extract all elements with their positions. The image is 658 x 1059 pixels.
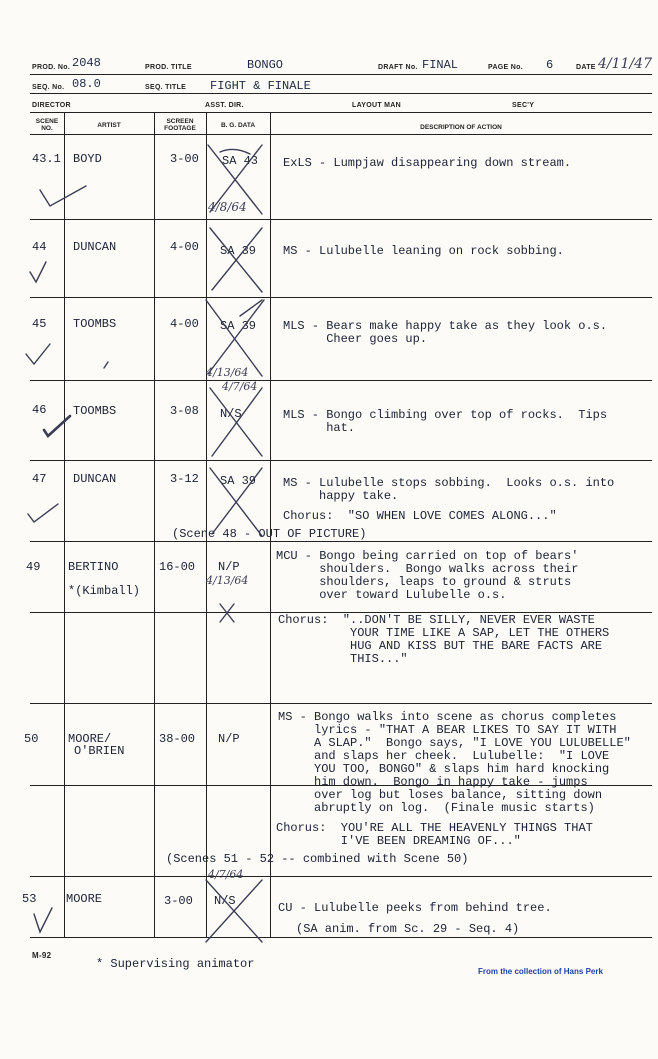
action-description: MLS - Bears make happy take as they look o.s. Cheer goes up.: [283, 319, 608, 346]
x-mark-icon: [208, 145, 262, 214]
bg-handwritten-date: 4/7/64: [222, 380, 258, 393]
bg-handwritten-date: 4/7/64: [208, 868, 244, 881]
artist-supervisor: *(Kimball): [68, 584, 141, 598]
artist-name: DUNCAN: [73, 472, 117, 486]
check-mark-icon: [28, 504, 58, 522]
scene-no: 50: [24, 732, 39, 746]
bg-data: N/S: [220, 407, 242, 421]
ink-stroke: [220, 149, 250, 154]
artist-name: MOORE/: [68, 732, 112, 746]
bg-handwritten-date: 4/8/64: [208, 200, 247, 214]
chorus-lyrics: Chorus: YOU'RE ALL THE HEAVENLY THINGS THAT I'VE BEEN DREAMING OF...": [276, 821, 593, 848]
scene-no: 53: [22, 892, 37, 906]
col-footage-line1: SCREEN: [166, 118, 194, 125]
chorus-lyrics: Chorus: "..DON'T BE SILLY, NEVER EVER WASTE YOUR TIME LIKE A SAP, LET THE OTHERS HUG AND KISS BUT THE BARE FACTS ARE THIS...": [278, 613, 610, 666]
x-mark-icon: [210, 388, 262, 456]
action-description: MCU - Bongo being carried on top of bears' shoulders. Bongo walks across their shoulders, leaps to ground & struts over toward Lulubelle o.s.: [276, 549, 579, 602]
scene-no: 49: [26, 560, 41, 574]
bg-data: N/P: [218, 732, 240, 746]
x-mark-icon: [206, 880, 262, 942]
action-description: CU - Lulubelle peeks from behind tree.: [278, 901, 552, 915]
form-number: M-92: [32, 951, 52, 960]
scene-no: 44: [32, 240, 47, 254]
scene-48-note: (Scene 48 - OUT OF PICTURE): [172, 527, 367, 541]
check-mark-icon: [34, 908, 52, 932]
seq-no-value: 08.0: [72, 77, 101, 91]
screen-footage: 4-00: [170, 317, 199, 331]
screen-footage: 16-00: [159, 560, 196, 574]
scenes-51-52-note: (Scenes 51 - 52 -- combined with Scene 50): [166, 852, 469, 866]
prod-title-label: PROD. TITLE: [145, 64, 192, 71]
bg-data: N/P: [218, 560, 240, 574]
artist-second: O'BRIEN: [74, 744, 125, 758]
seq-title-value: FIGHT & FINALE: [210, 79, 311, 93]
artist-name: MOORE: [66, 892, 103, 906]
chorus-lyrics: Chorus: "SO WHEN LOVE COMES ALONG...": [283, 509, 557, 523]
scene-no: 46: [32, 403, 47, 417]
artist-name: DUNCAN: [73, 240, 117, 254]
x-mark-icon: [210, 228, 262, 292]
bg-data: N/S: [214, 894, 236, 908]
check-mark-icon: [40, 186, 86, 206]
draft-no-label: DRAFT No.: [378, 64, 418, 71]
seq-title-label: SEQ. TITLE: [145, 84, 187, 91]
asst-dir-label: ASST. DIR.: [205, 102, 244, 109]
screen-footage: 3-00: [164, 894, 193, 908]
anim-reference-note: (SA anim. from Sc. 29 - Seq. 4): [296, 922, 520, 936]
date-label: DATE: [576, 64, 596, 71]
draft-no-value: FINAL: [422, 58, 459, 72]
layout-man-label: LAYOUT MAN: [352, 102, 402, 109]
action-description: MLS - Bongo climbing over top of rocks. Tips hat.: [283, 408, 608, 435]
check-mark-icon: [44, 416, 70, 436]
screen-footage: 38-00: [159, 732, 196, 746]
col-scene-line2: NO.: [41, 125, 53, 132]
prod-title-value: BONGO: [247, 58, 284, 72]
scene-no: 43.1: [32, 152, 61, 166]
check-mark-icon: [30, 262, 46, 282]
artist-name: BERTINO: [68, 560, 119, 574]
scene-no: 45: [32, 317, 47, 331]
artist-name: TOOMBS: [73, 317, 117, 331]
action-description: ExLS - Lumpjaw disappearing down stream.: [283, 156, 572, 170]
page-no-value: 6: [546, 58, 554, 72]
col-artist: ARTIST: [97, 122, 121, 129]
action-description: MS - Lulubelle stops sobbing. Looks o.s. into happy take.: [283, 476, 615, 503]
screen-footage: 3-08: [170, 404, 199, 418]
col-footage-line2: FOOTAGE: [164, 125, 196, 132]
action-description: MS - Lulubelle leaning on rock sobbing.: [283, 244, 564, 258]
prod-no-value: 2048: [72, 56, 101, 70]
action-description: MS - Bongo walks into scene as chorus completes lyrics - "THAT A BEAR LIKES TO SAY IT WITH A SLAP." Bongo says, "I LOVE YOU LULUBELLE" and slaps her cheek. Lulubelle: "I LOVE YOU TOO, BONGO" & slaps him hard knocking him down. Bongo in happy take - jumps over log but loses balance, sitting down abruptly on log. (Finale music starts): [278, 710, 631, 815]
bg-handwritten-date: 4/13/64: [206, 574, 249, 587]
x-mark-icon: [220, 604, 234, 622]
check-mark-icon: [26, 344, 50, 364]
artist-name: TOOMBS: [73, 404, 117, 418]
screen-footage: 4-00: [170, 240, 199, 254]
screen-footage: 3-12: [170, 472, 199, 486]
secy-label: SEC'Y: [512, 102, 535, 109]
bg-data: SA 39: [220, 319, 257, 333]
col-scene-line1: SCENE: [35, 118, 59, 125]
prod-no-label: PROD. No.: [32, 64, 71, 71]
page-no-label: PAGE No.: [488, 64, 523, 71]
bg-data: SA 39: [220, 474, 257, 488]
bg-data: SA 39: [220, 244, 257, 258]
bg-data: SA 43: [222, 154, 259, 168]
scene-no: 47: [32, 472, 47, 486]
col-description: DESCRIPTION OF ACTION: [420, 124, 502, 131]
col-bg-data: B. G. DATA: [220, 122, 256, 129]
bg-handwritten-date: 4/13/64: [206, 366, 249, 379]
screen-footage: 3-00: [170, 152, 199, 166]
x-mark-icon: [210, 468, 262, 536]
collection-credit: From the collection of Hans Perk: [478, 967, 603, 976]
pencil-dash-icon: [104, 362, 108, 368]
date-value: 4/11/47: [598, 56, 652, 72]
director-label: DIRECTOR: [32, 102, 71, 109]
footnote: * Supervising animator: [96, 957, 255, 971]
x-mark-icon: [206, 300, 264, 376]
seq-no-label: SEQ. No.: [32, 84, 65, 91]
artist-name: BOYD: [73, 152, 102, 166]
